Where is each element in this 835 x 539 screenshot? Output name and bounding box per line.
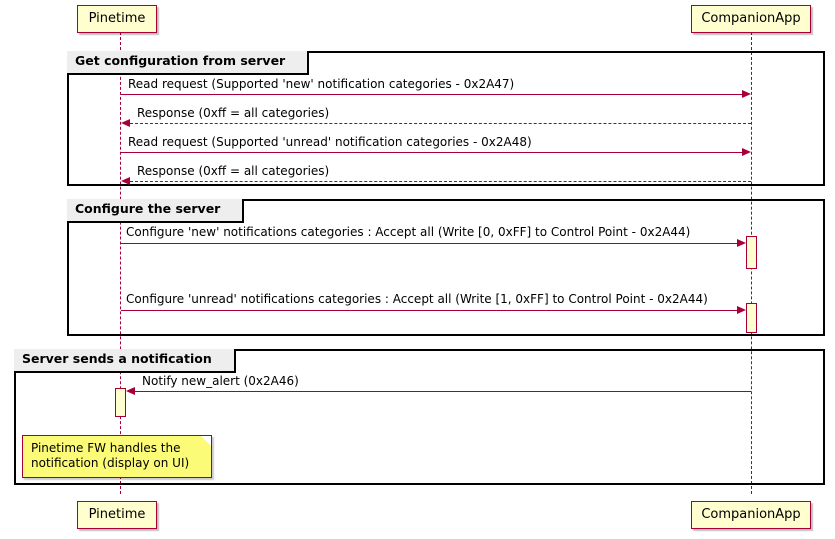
participant-pinetime-bottom[interactable]	[77, 501, 157, 529]
participant-label: CompanionApp	[701, 507, 801, 522]
message-line-configure-unread-categories	[121, 310, 738, 311]
group-label-text: Server sends a notification	[22, 351, 212, 366]
message-label-response-new-categories: Response (0xff = all categories)	[137, 106, 330, 120]
participant-label: CompanionApp	[701, 11, 801, 26]
group-label-text: Get configuration from server	[75, 53, 286, 68]
participant-companionapp-top[interactable]	[691, 5, 811, 33]
message-label-read-new-categories: Read request (Supported 'new' notification categories - 0x2A47)	[128, 77, 515, 91]
group-label-configure-the-server	[67, 199, 244, 223]
arrowhead-right	[737, 239, 746, 247]
message-line-response-new-categories	[130, 123, 751, 124]
message-line-read-unread-categories	[121, 152, 743, 153]
arrowhead-left	[121, 119, 130, 127]
message-label-response-unread-categories: Response (0xff = all categories)	[137, 164, 330, 178]
activation-bar-companionapp-1	[746, 236, 757, 269]
activation-bar-pinetime-1	[115, 388, 126, 417]
arrowhead-right	[737, 306, 746, 314]
participant-label: Pinetime	[88, 507, 146, 522]
arrowhead-left	[126, 387, 135, 395]
activation-bar-companionapp-2	[746, 303, 757, 333]
message-line-response-unread-categories	[130, 181, 751, 182]
group-label-text: Configure the server	[75, 201, 221, 216]
group-label-server-sends-a-notification	[14, 349, 236, 373]
message-line-notify-new-alert	[135, 391, 751, 392]
message-label-configure-unread-categories: Configure 'unread' notifications categories : Accept all (Write [1, 0xFF] to Control Point - 0x2A44)	[126, 292, 708, 306]
participant-companionapp-bottom[interactable]	[691, 501, 811, 529]
participant-label: Pinetime	[88, 11, 146, 26]
arrowhead-left	[121, 177, 130, 185]
arrowhead-right	[742, 90, 751, 98]
message-label-read-unread-categories: Read request (Supported 'unread' notification categories - 0x2A48)	[128, 135, 532, 149]
message-line-configure-new-categories	[121, 243, 738, 244]
message-label-notify-new-alert: Notify new_alert (0x2A46)	[142, 374, 299, 388]
message-label-configure-new-categories: Configure 'new' notifications categories : Accept all (Write [0, 0xFF] to Control Point - 0x2A44)	[126, 225, 691, 239]
note-pinetime-fw-handles-notification	[22, 435, 212, 478]
message-line-read-new-categories	[121, 94, 743, 95]
arrowhead-right	[742, 148, 751, 156]
group-label-get-configuration-from-server	[67, 51, 309, 75]
note-line-2: notification (display on UI)	[31, 456, 190, 470]
participant-pinetime-top[interactable]	[77, 5, 157, 33]
note-line-1: Pinetime FW handles the	[31, 441, 181, 455]
